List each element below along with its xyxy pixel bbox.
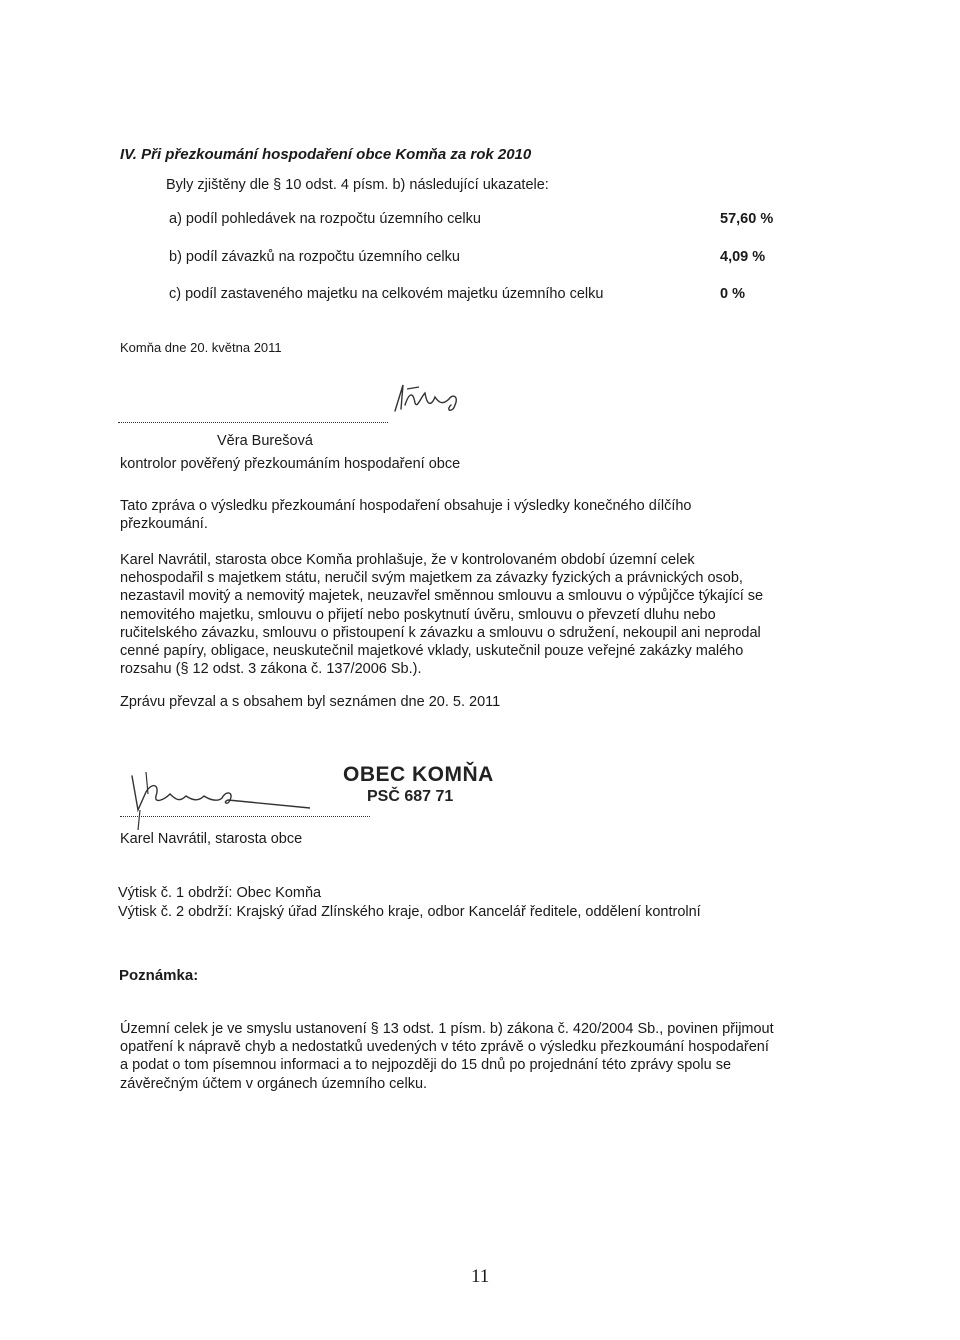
received-line: Zprávu převzal a s obsahem byl seznámen dne 20. 5. 2011 (120, 694, 501, 710)
indicator-label-liabilities: b) podíl závazků na rozpočtu územního celku (169, 249, 460, 265)
result-paragraph: Tato zpráva o výsledku přezkoumání hospodaření obsahuje i výsledky konečného dílčího přezkoumání. (120, 498, 692, 533)
controller-signature (393, 379, 523, 423)
stamp-title: OBEC KOMŇA (343, 763, 494, 786)
indicator-value-pledged-assets: 0 % (720, 286, 745, 302)
copy-line-1: Výtisk č. 1 obdrží: Obec Komňa (118, 885, 322, 901)
indicator-value-liabilities: 4,09 % (720, 249, 766, 265)
page-number: 11 (471, 1266, 490, 1287)
controller-signature-line (118, 418, 388, 423)
controller-role: kontrolor pověřený přezkoumáním hospodaření obce (120, 456, 461, 472)
indicators-intro: Byly zjištěny dle § 10 odst. 4 písm. b) následující ukazatele: (166, 177, 549, 193)
section-title: IV. Při přezkoumání hospodaření obce Komňa za rok 2010 (120, 146, 532, 163)
copy-line-2: Výtisk č. 2 obdrží: Krajský úřad Zlínského kraje, odbor Kancelář ředitele, oddělení kontrolní (118, 904, 701, 920)
date-line: Komňa dne 20. května 2011 (120, 340, 282, 355)
indicator-label-receivables: a) podíl pohledávek na rozpočtu územního celku (169, 211, 481, 227)
indicator-label-pledged-assets: c) podíl zastaveného majetku na celkovém majetku územního celku (169, 286, 604, 302)
note-paragraph: Územní celek je ve smyslu ustanovení § 13 odst. 1 písm. b) zákona č. 420/2004 Sb., povinen přijmout opatření k nápravě chyb a nedostatků uvedených v této zprávě o výsledku přezkoumání hospodaření a podat o tom písemnou informaci a to nejpozději do 15 dnů po projednání této zprávy spolu se závěrečným účtem v orgánech územního celku. (120, 1021, 774, 1092)
indicator-value-receivables: 57,60 % (720, 211, 774, 227)
controller-name: Věra Burešová (217, 433, 313, 449)
mayor-signature (110, 770, 310, 830)
stamp-postal-code: PSČ 687 71 (367, 788, 454, 805)
note-title: Poznámka: (119, 967, 199, 984)
mayor-signature-line (120, 812, 370, 817)
mayor-statement-paragraph: Karel Navrátil, starosta obce Komňa prohlašuje, že v kontrolovaném období územní celek nehospodařil s majetkem státu, neručil svým majetkem za závazky fyzických a právnických osob, nezastavil movitý a nemovitý majetek, neuzavřel směnnou smlouvu a smlouvu o výpůjčce týkající se nemovitého majetku, smlouvu o přijetí nebo poskytnutí úvěru, smlouvu o převzetí dluhu nebo ručitelského závazku, smlouvu o přistoupení k závazku a smlouvu o sdružení, nekoupil ani neprodal cenné papíry, obligace, neuskutečnil majetkové vklady, uskutečnil pouze veřejné zakázky malého rozsahu (§ 12 odst. 3 zákona č. 137/2006 Sb.). (120, 552, 764, 678)
mayor-signature-label: Karel Navrátil, starosta obce (120, 831, 303, 847)
